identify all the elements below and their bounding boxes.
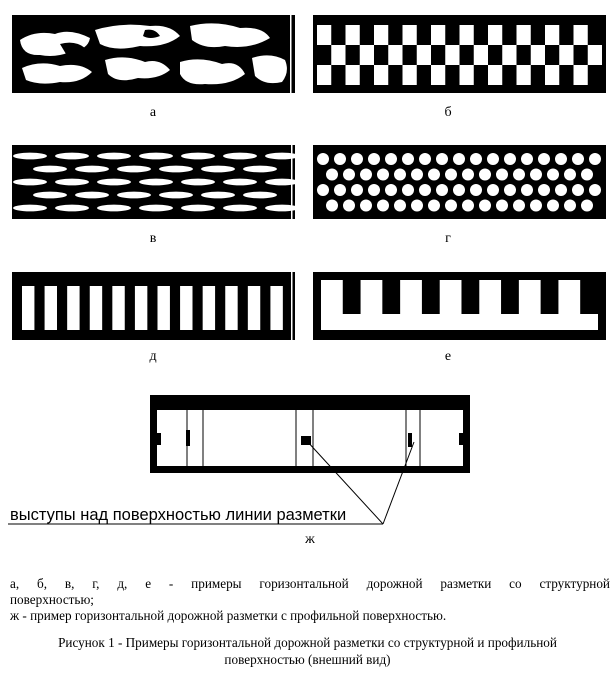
- figure-title-line-2: поверхностью (внешний вид): [224, 652, 391, 667]
- panel-label-f: е: [444, 349, 452, 364]
- panel-label-e: д: [149, 349, 157, 364]
- panel-f-comb-profile: [313, 272, 606, 340]
- annotation-text: выступы над поверхностью линии разметки: [10, 506, 347, 524]
- panel-label-c: в: [149, 231, 157, 246]
- caption-notes: [10, 576, 610, 624]
- caption-line-1: а, б, в, г, д, е - примеры горизонтальной дорожной разметки со структурной: [10, 576, 610, 591]
- panel-g-profile-marking: [150, 395, 470, 473]
- panel-a-camouflage: [12, 15, 295, 93]
- figure-title-line-1: Рисунок 1 - Примеры горизонтальной дорожной разметки со структурной и профильной: [58, 635, 557, 650]
- panel-d-round-dots: [313, 145, 606, 219]
- panel-label-a: а: [149, 105, 157, 120]
- panel-label-g: ж: [305, 532, 315, 547]
- figure-title: [0, 634, 615, 668]
- panel-b-checkerboard: [313, 15, 606, 93]
- panel-c-elliptic-dots: [12, 145, 299, 219]
- caption-line-3: ж - пример горизонтальной дорожной разметки с профильной поверхностью.: [10, 608, 447, 623]
- caption-line-2: поверхностью;: [10, 592, 94, 607]
- panel-e-vertical-bars: [12, 272, 295, 340]
- panel-label-b: б: [444, 105, 452, 120]
- panel-label-d: г: [445, 231, 451, 246]
